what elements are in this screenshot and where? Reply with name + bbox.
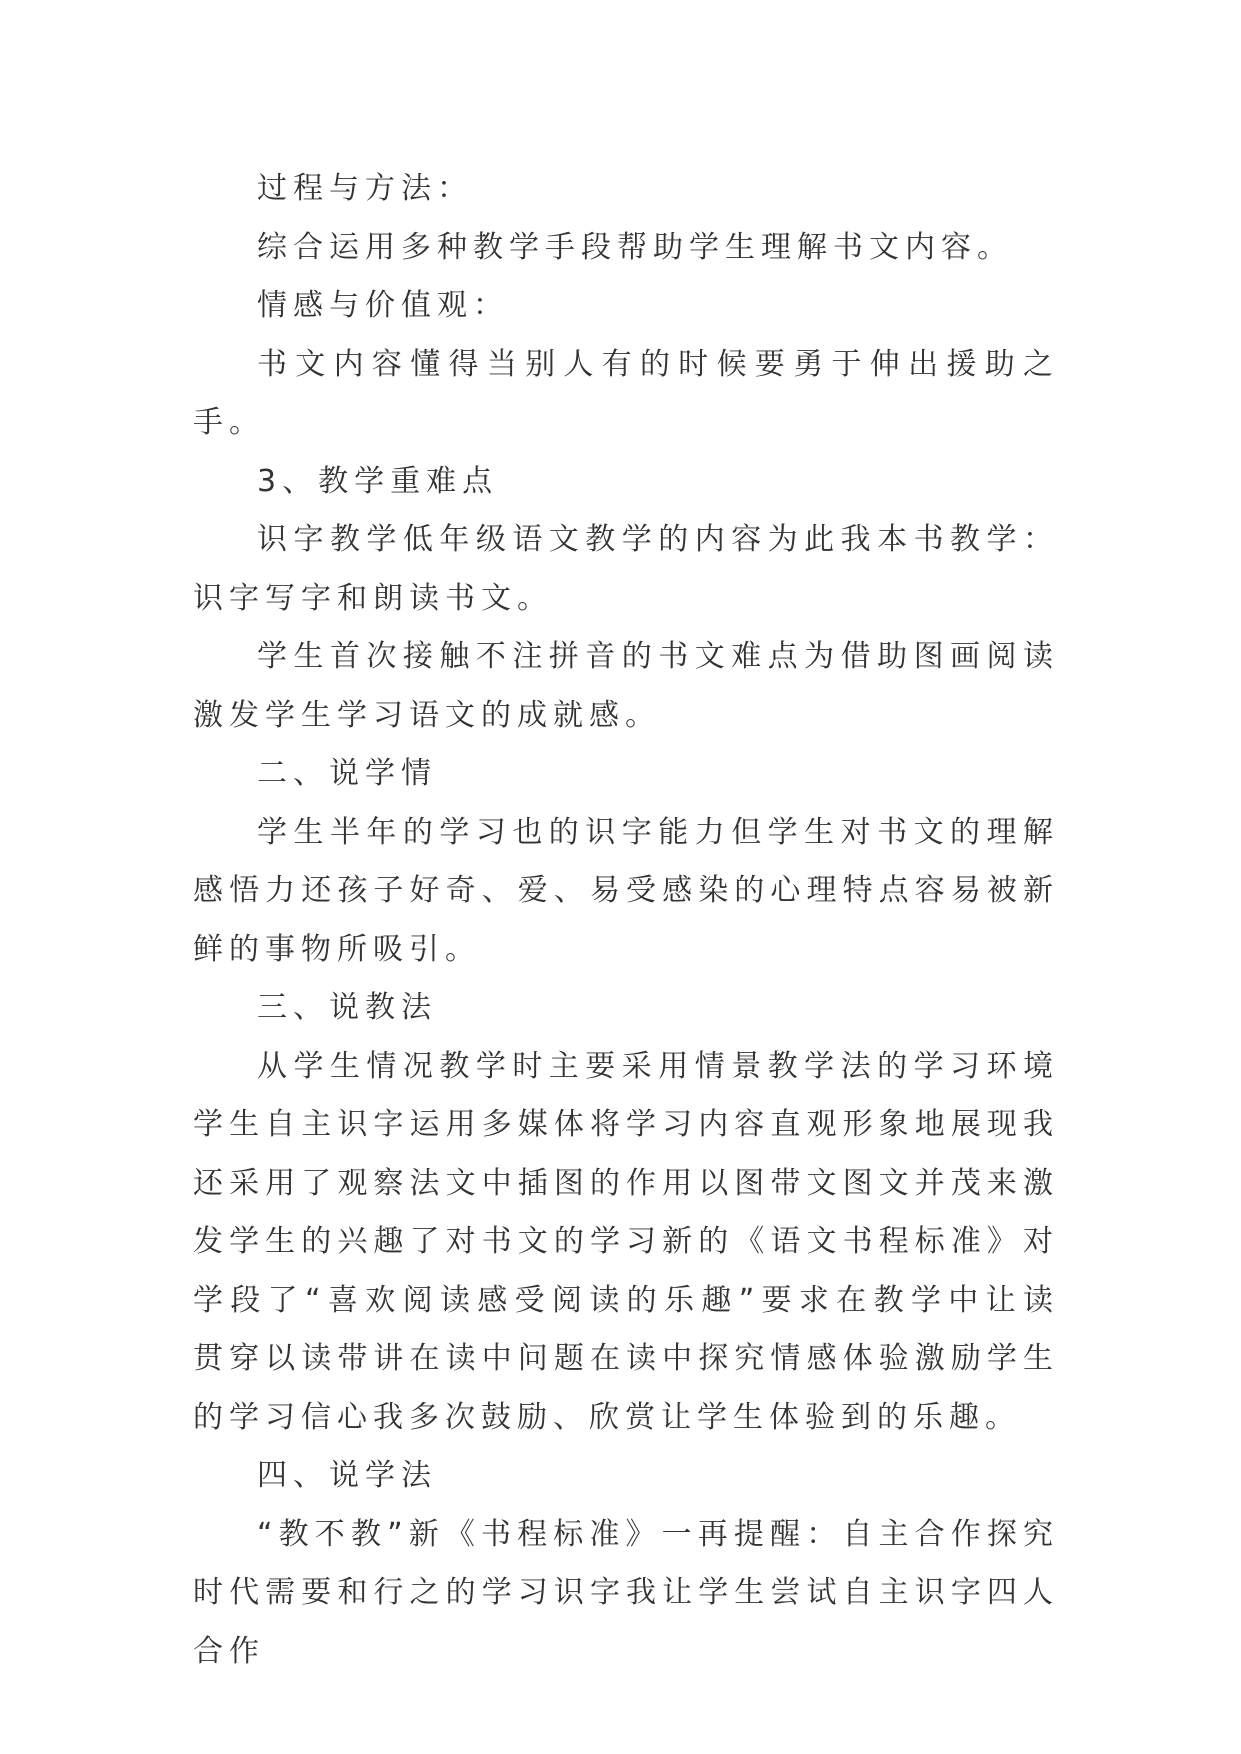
section-heading-student-situation: 二、说学情 (257, 756, 437, 791)
paragraph: “教不教”新《书程标准》一再提醒：自主合作探究时代需要和行之的学习识字我让学生尝试自主识字四人合作 (193, 1516, 1059, 1669)
paragraph: 学生首次接触不注拼音的书文难点为借助图画阅读激发学生学习语文的成就感。 (193, 639, 1059, 733)
paragraph: 书文内容懂得当别人有的时候要勇于伸出援助之手。 (193, 346, 1059, 440)
paragraph: 识字教学低年级语文教学的内容为此我本书教学：识字写字和朗读书文。 (193, 522, 1059, 616)
section-heading-teaching-method: 三、说教法 (257, 990, 437, 1025)
subheading-emotion-values: 情感与价值观： (257, 288, 509, 323)
paragraph: 从学生情况教学时主要采用情景教学法的学习环境学生自主识字运用多媒体将学习内容直观形象地展现我还采用了观察法文中插图的作用以图带文图文并茂来激发学生的兴趣了对书文的学习新的《语文书程标准》对学段了“喜欢阅读感受阅读的乐趣”要求在教学中让读贯穿以读带讲在读中问题在读中探究情感体验激励学生的学习信心我多次鼓励、欣赏让学生体验到的乐趣。 (193, 1048, 1059, 1435)
document-body (193, 160, 1059, 1681)
section-heading-key-points: 3、教学重难点 (257, 463, 499, 499)
subheading-process-method: 过程与方法： (257, 171, 473, 206)
paragraph: 综合运用多种教学手段帮助学生理解书文内容。 (257, 229, 1013, 265)
paragraph: 学生半年的学习也的识字能力但学生对书文的理解感悟力还孩子好奇、爱、易受感染的心理特点容易被新鲜的事物所吸引。 (193, 814, 1059, 967)
section-heading-learning-method: 四、说学法 (257, 1458, 437, 1493)
